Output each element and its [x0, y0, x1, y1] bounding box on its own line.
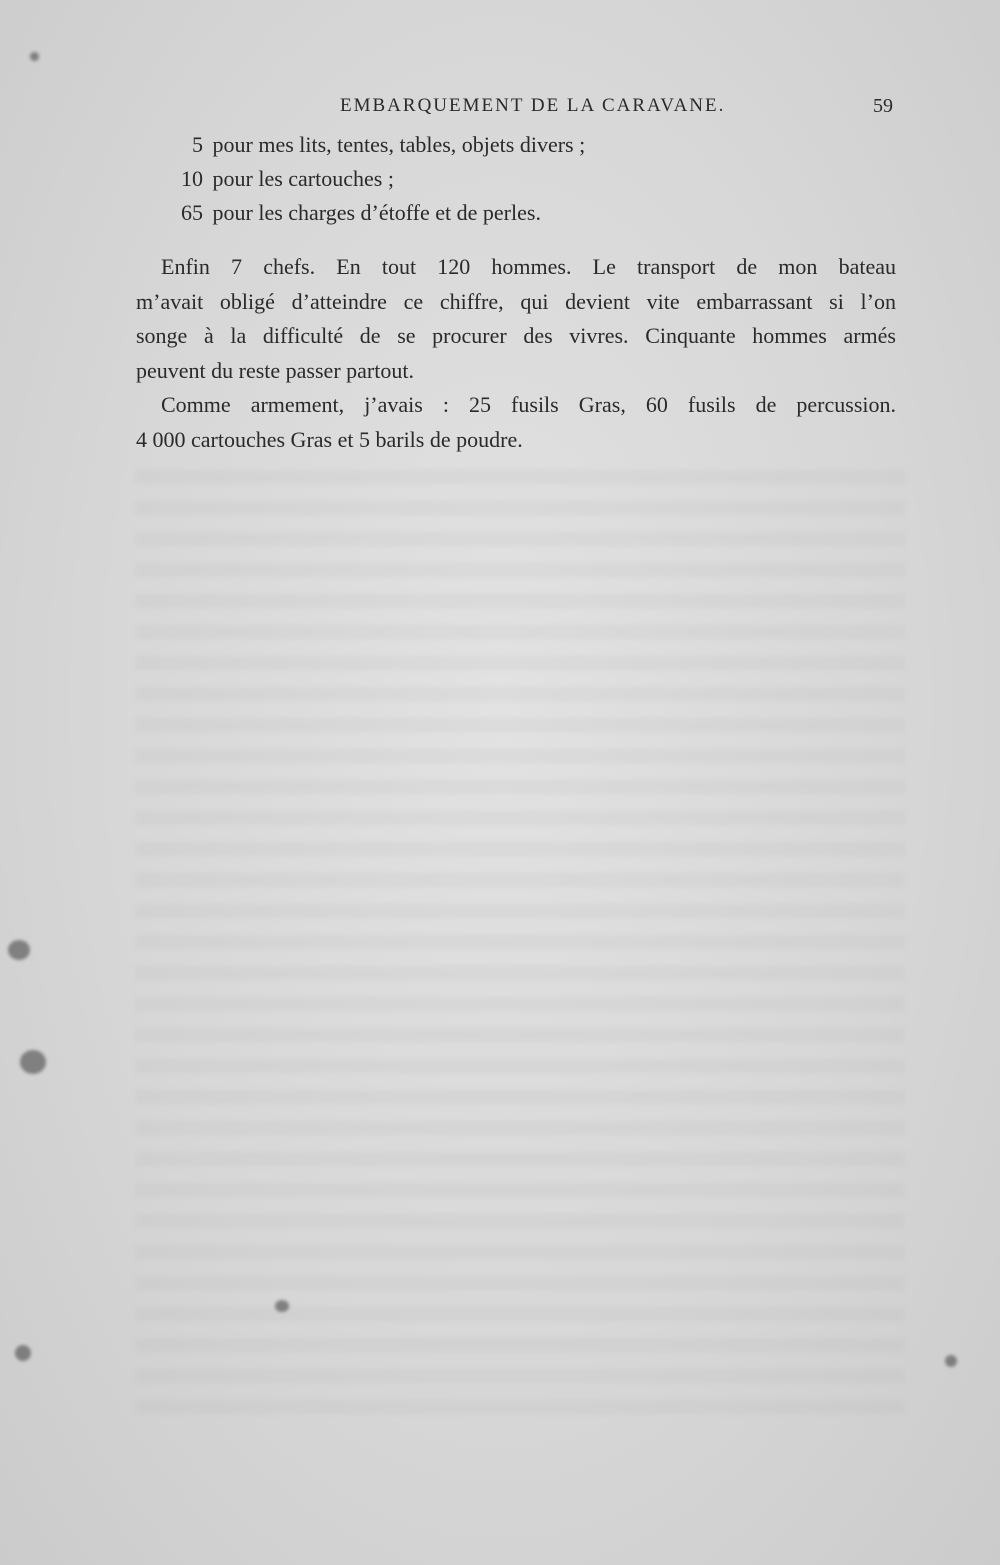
stain-mark	[8, 940, 30, 960]
stain-mark	[30, 52, 39, 61]
paragraph	[136, 250, 896, 388]
list-item-text: pour mes lits, tentes, tables, objets divers ;	[212, 132, 586, 157]
running-head	[0, 95, 1000, 121]
show-through-text	[135, 470, 905, 1430]
running-title: EMBARQUEMENT DE LA CARAVANE.	[340, 95, 726, 116]
text-line: songe à la difficulté de se procurer des vivres. Cinquante hommes armés	[136, 323, 896, 348]
text-line: Enfin 7 chefs. En tout 120 hommes. Le transport de mon bateau	[161, 254, 896, 279]
list-item-number: 10	[181, 166, 203, 191]
body-text	[136, 250, 896, 457]
list-item	[175, 162, 875, 196]
list-item	[175, 128, 875, 162]
page-number: 59	[873, 95, 893, 117]
text-line: m’avait obligé d’atteindre ce chiffre, qui devient vite embarrassant si l’on	[136, 288, 896, 314]
text-line: Comme armement, j’avais : 25 fusils Gras, 60 fusils de percussion.	[161, 392, 896, 417]
list-item-number: 5	[192, 132, 203, 157]
list-item-text: pour les charges d’étoffe et de perles.	[212, 200, 541, 225]
stain-mark	[20, 1050, 46, 1074]
porter-list	[175, 128, 875, 230]
stain-mark	[15, 1345, 31, 1361]
paragraph	[136, 388, 896, 457]
stain-mark	[945, 1355, 957, 1367]
list-item-text: pour les cartouches ;	[212, 166, 394, 191]
text-line: 4 000 cartouches Gras et 5 barils de poudre.	[136, 426, 523, 452]
list-item-number: 65	[181, 200, 203, 225]
text-line: peuvent du reste passer partout.	[136, 357, 414, 383]
list-item	[175, 196, 875, 230]
stain-mark	[275, 1300, 289, 1312]
